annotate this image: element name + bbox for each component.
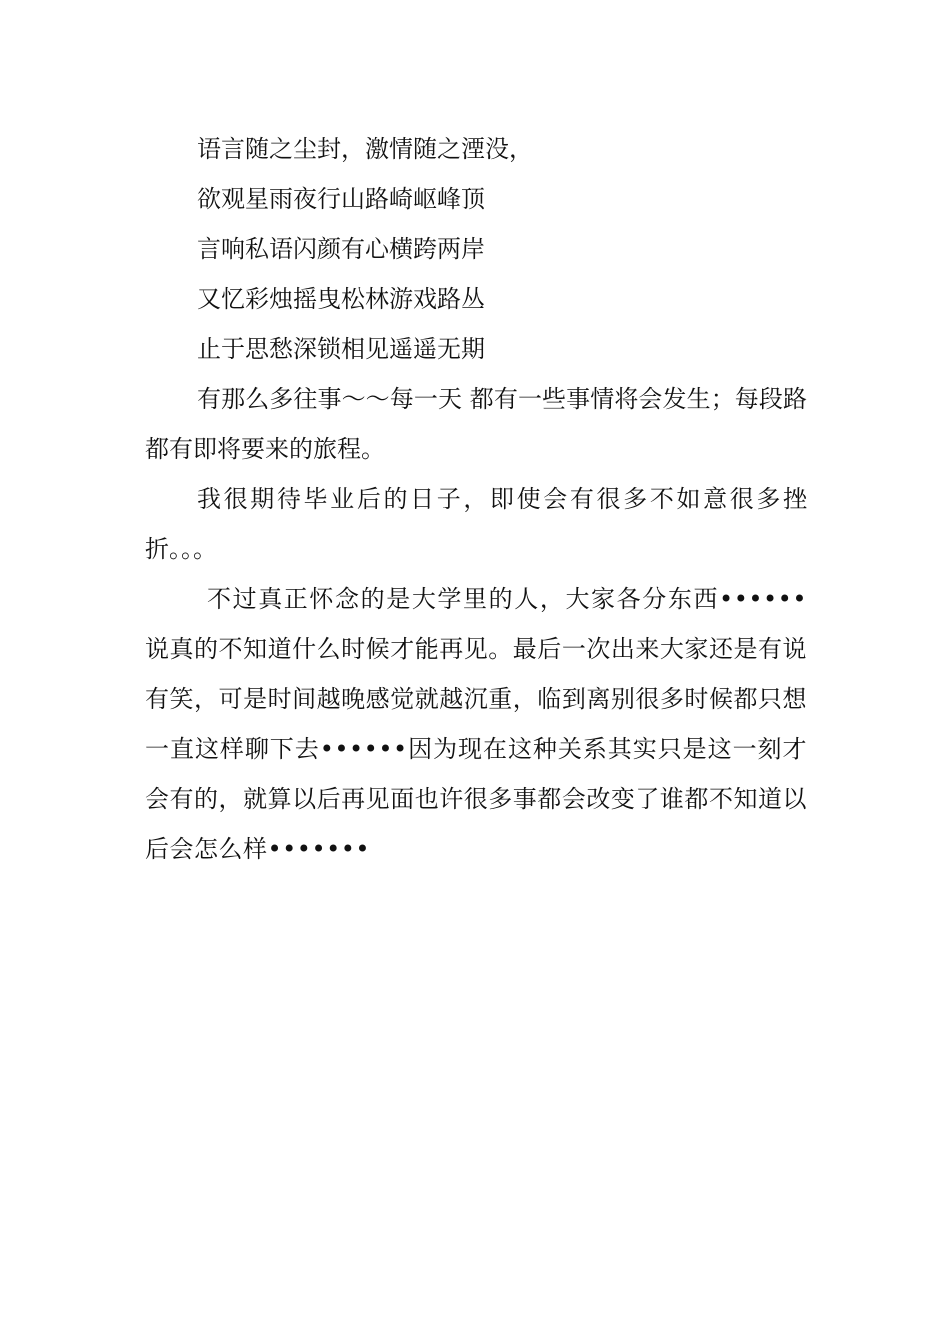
poem-line-4: 又忆彩烛摇曳松林游戏路丛	[197, 285, 485, 313]
poem-line-3: 言响私语闪颜有心横跨两岸	[197, 235, 485, 263]
poem-line-1: 语言随之尘封，激情随之湮没，	[197, 135, 533, 163]
poem-line-5: 止于思愁深锁相见遥遥无期	[197, 335, 485, 363]
paragraph-university-friends: 不过真正怀念的是大学里的人，大家各分东西••••••说真的不知道什么时候才能再见。最后一次出来大家还是有说有笑，可是时间越晚感觉就越沉重，临到离别很多时候都只想一直这样聊下去••••••因为现在这种关系其实只是这一刻才会有的，就算以后再见面也许很多事都会改变了谁都不知道以后会怎么样•••••••	[145, 585, 807, 863]
poem-line-2: 欲观星雨夜行山路崎岖峰顶	[197, 185, 485, 213]
paragraph-past-events: 有那么多往事～～每一天 都有一些事情将会发生；每段路 都有即将要来的旅程。	[145, 385, 807, 463]
document-body	[145, 124, 807, 874]
paragraph-after-graduation: 我很期待毕业后的日子，即使会有很多不如意很多挫折。。。	[145, 485, 807, 563]
